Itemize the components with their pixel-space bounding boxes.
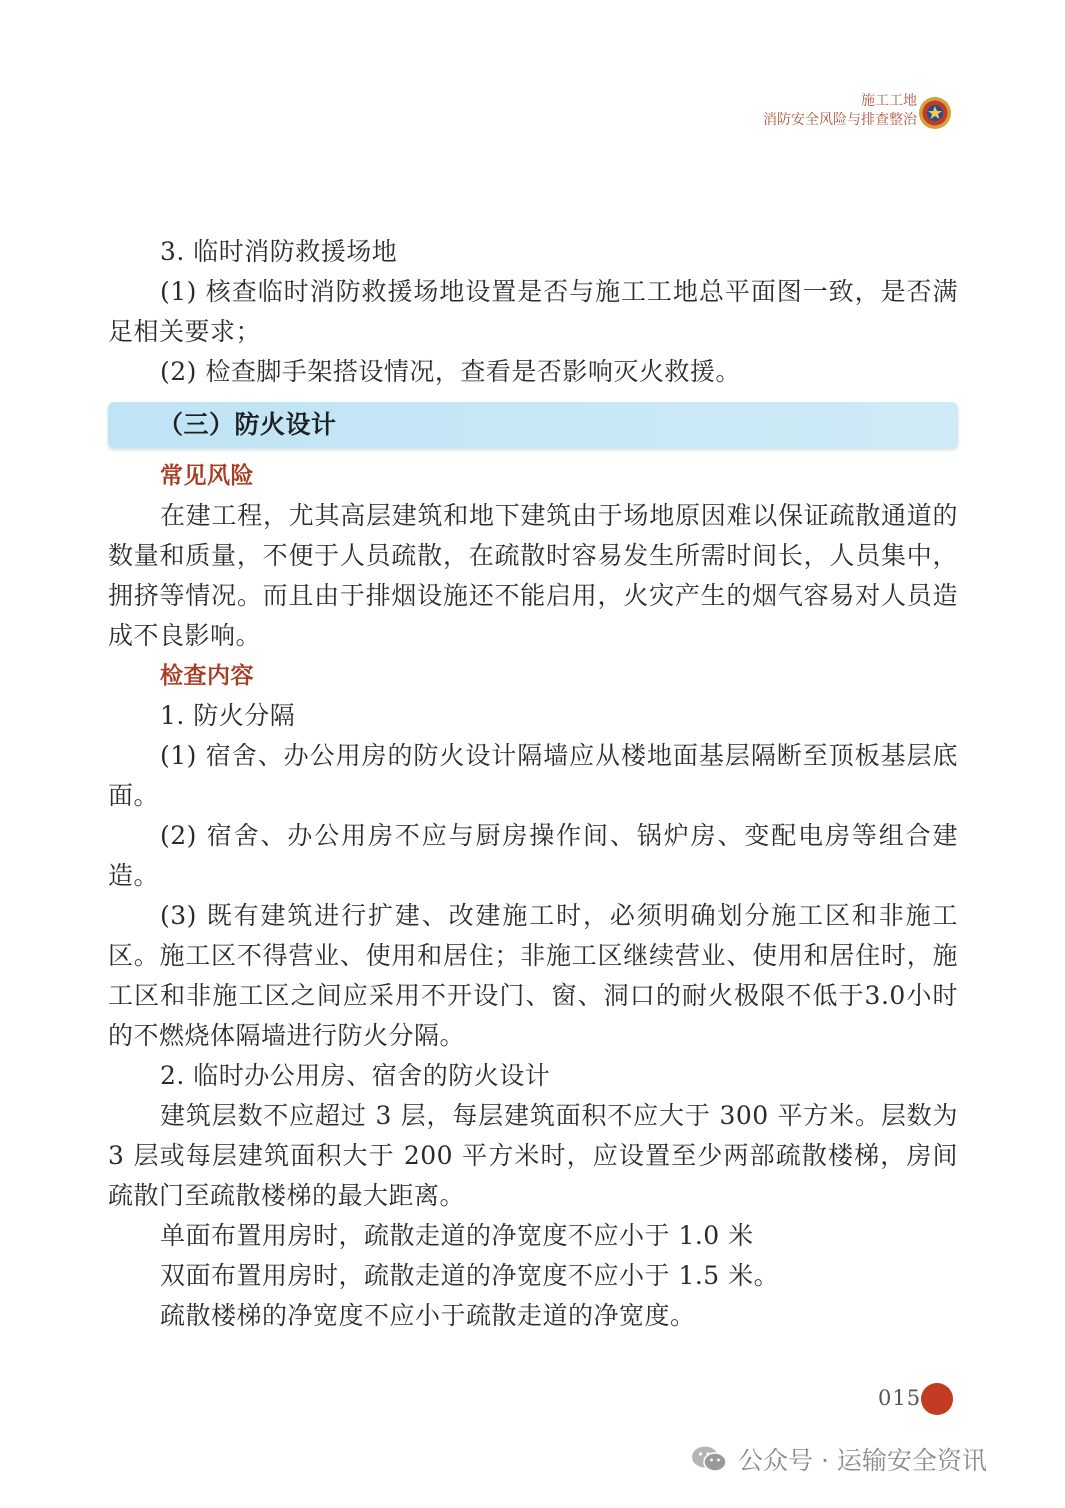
paragraph: (3) 既有建筑进行扩建、改建施工时，必须明确划分施工区和非施工区。施工区不得营业、使用和居住；非施工区继续营业、使用和居住时，施工区和非施工区之间应采用不开设门、窗、洞口的耐火极限不低于3.0小时的不燃烧体隔墙进行防火分隔。 <box>108 901 958 1050</box>
check-heading: 检查内容 <box>160 663 254 689</box>
paragraph: 双面布置用房时，疏散走道的净宽度不应小于 1.5 米。 <box>160 1261 780 1290</box>
page-number: 015 <box>878 1386 922 1410</box>
header-line-1: 施工工地 <box>861 93 917 109</box>
subsection-title: 1. 防火分隔 <box>160 701 296 730</box>
wechat-icon <box>690 1444 728 1474</box>
page-content <box>108 232 958 1336</box>
paragraph: 疏散楼梯的净宽度不应小于疏散走道的净宽度。 <box>160 1301 696 1330</box>
fire-emblem-icon <box>918 96 952 130</box>
watermark-text: 公众号 · 运输安全资讯 <box>738 1446 987 1475</box>
subsection-title: 3. 临时消防救援场地 <box>160 237 398 266</box>
running-header <box>763 92 917 130</box>
subsection-title: 2. 临时办公用房、宿舍的防火设计 <box>160 1061 551 1090</box>
watermark <box>690 1441 987 1477</box>
paragraph: 单面布置用房时，疏散走道的净宽度不应小于 1.0 米 <box>160 1221 754 1250</box>
paragraph: (2) 检查脚手架搭设情况，查看是否影响灭火救援。 <box>160 357 741 386</box>
section-title: （三）防火设计 <box>158 410 337 439</box>
paragraph: (1) 核查临时消防救援场地设置是否与施工工地总平面图一致，是否满足相关要求； <box>108 277 958 346</box>
paragraph: 建筑层数不应超过 3 层，每层建筑面积不应大于 300 平方米。层数为 3 层或每层建筑面积大于 200 平方米时，应设置至少两部疏散楼梯，房间疏散门至疏散楼梯的最大距离。 <box>108 1101 958 1210</box>
header-line-2: 消防安全风险与排查整治 <box>763 112 917 128</box>
risk-heading: 常见风险 <box>160 463 254 489</box>
risk-paragraph: 在建工程，尤其高层建筑和地下建筑由于场地原因难以保证疏散通道的数量和质量，不便于人员疏散，在疏散时容易发生所需时间长，人员集中，拥挤等情况。而且由于排烟设施还不能启用，火灾产生的烟气容易对人员造成不良影响。 <box>108 501 958 650</box>
paragraph: (1) 宿舍、办公用房的防火设计隔墙应从楼地面基层隔断至顶板基层底面。 <box>108 741 958 810</box>
paragraph: (2) 宿舍、办公用房不应与厨房操作间、锅炉房、变配电房等组合建造。 <box>108 821 958 890</box>
page-number-dot <box>921 1383 953 1415</box>
section-title-bar <box>108 402 958 448</box>
